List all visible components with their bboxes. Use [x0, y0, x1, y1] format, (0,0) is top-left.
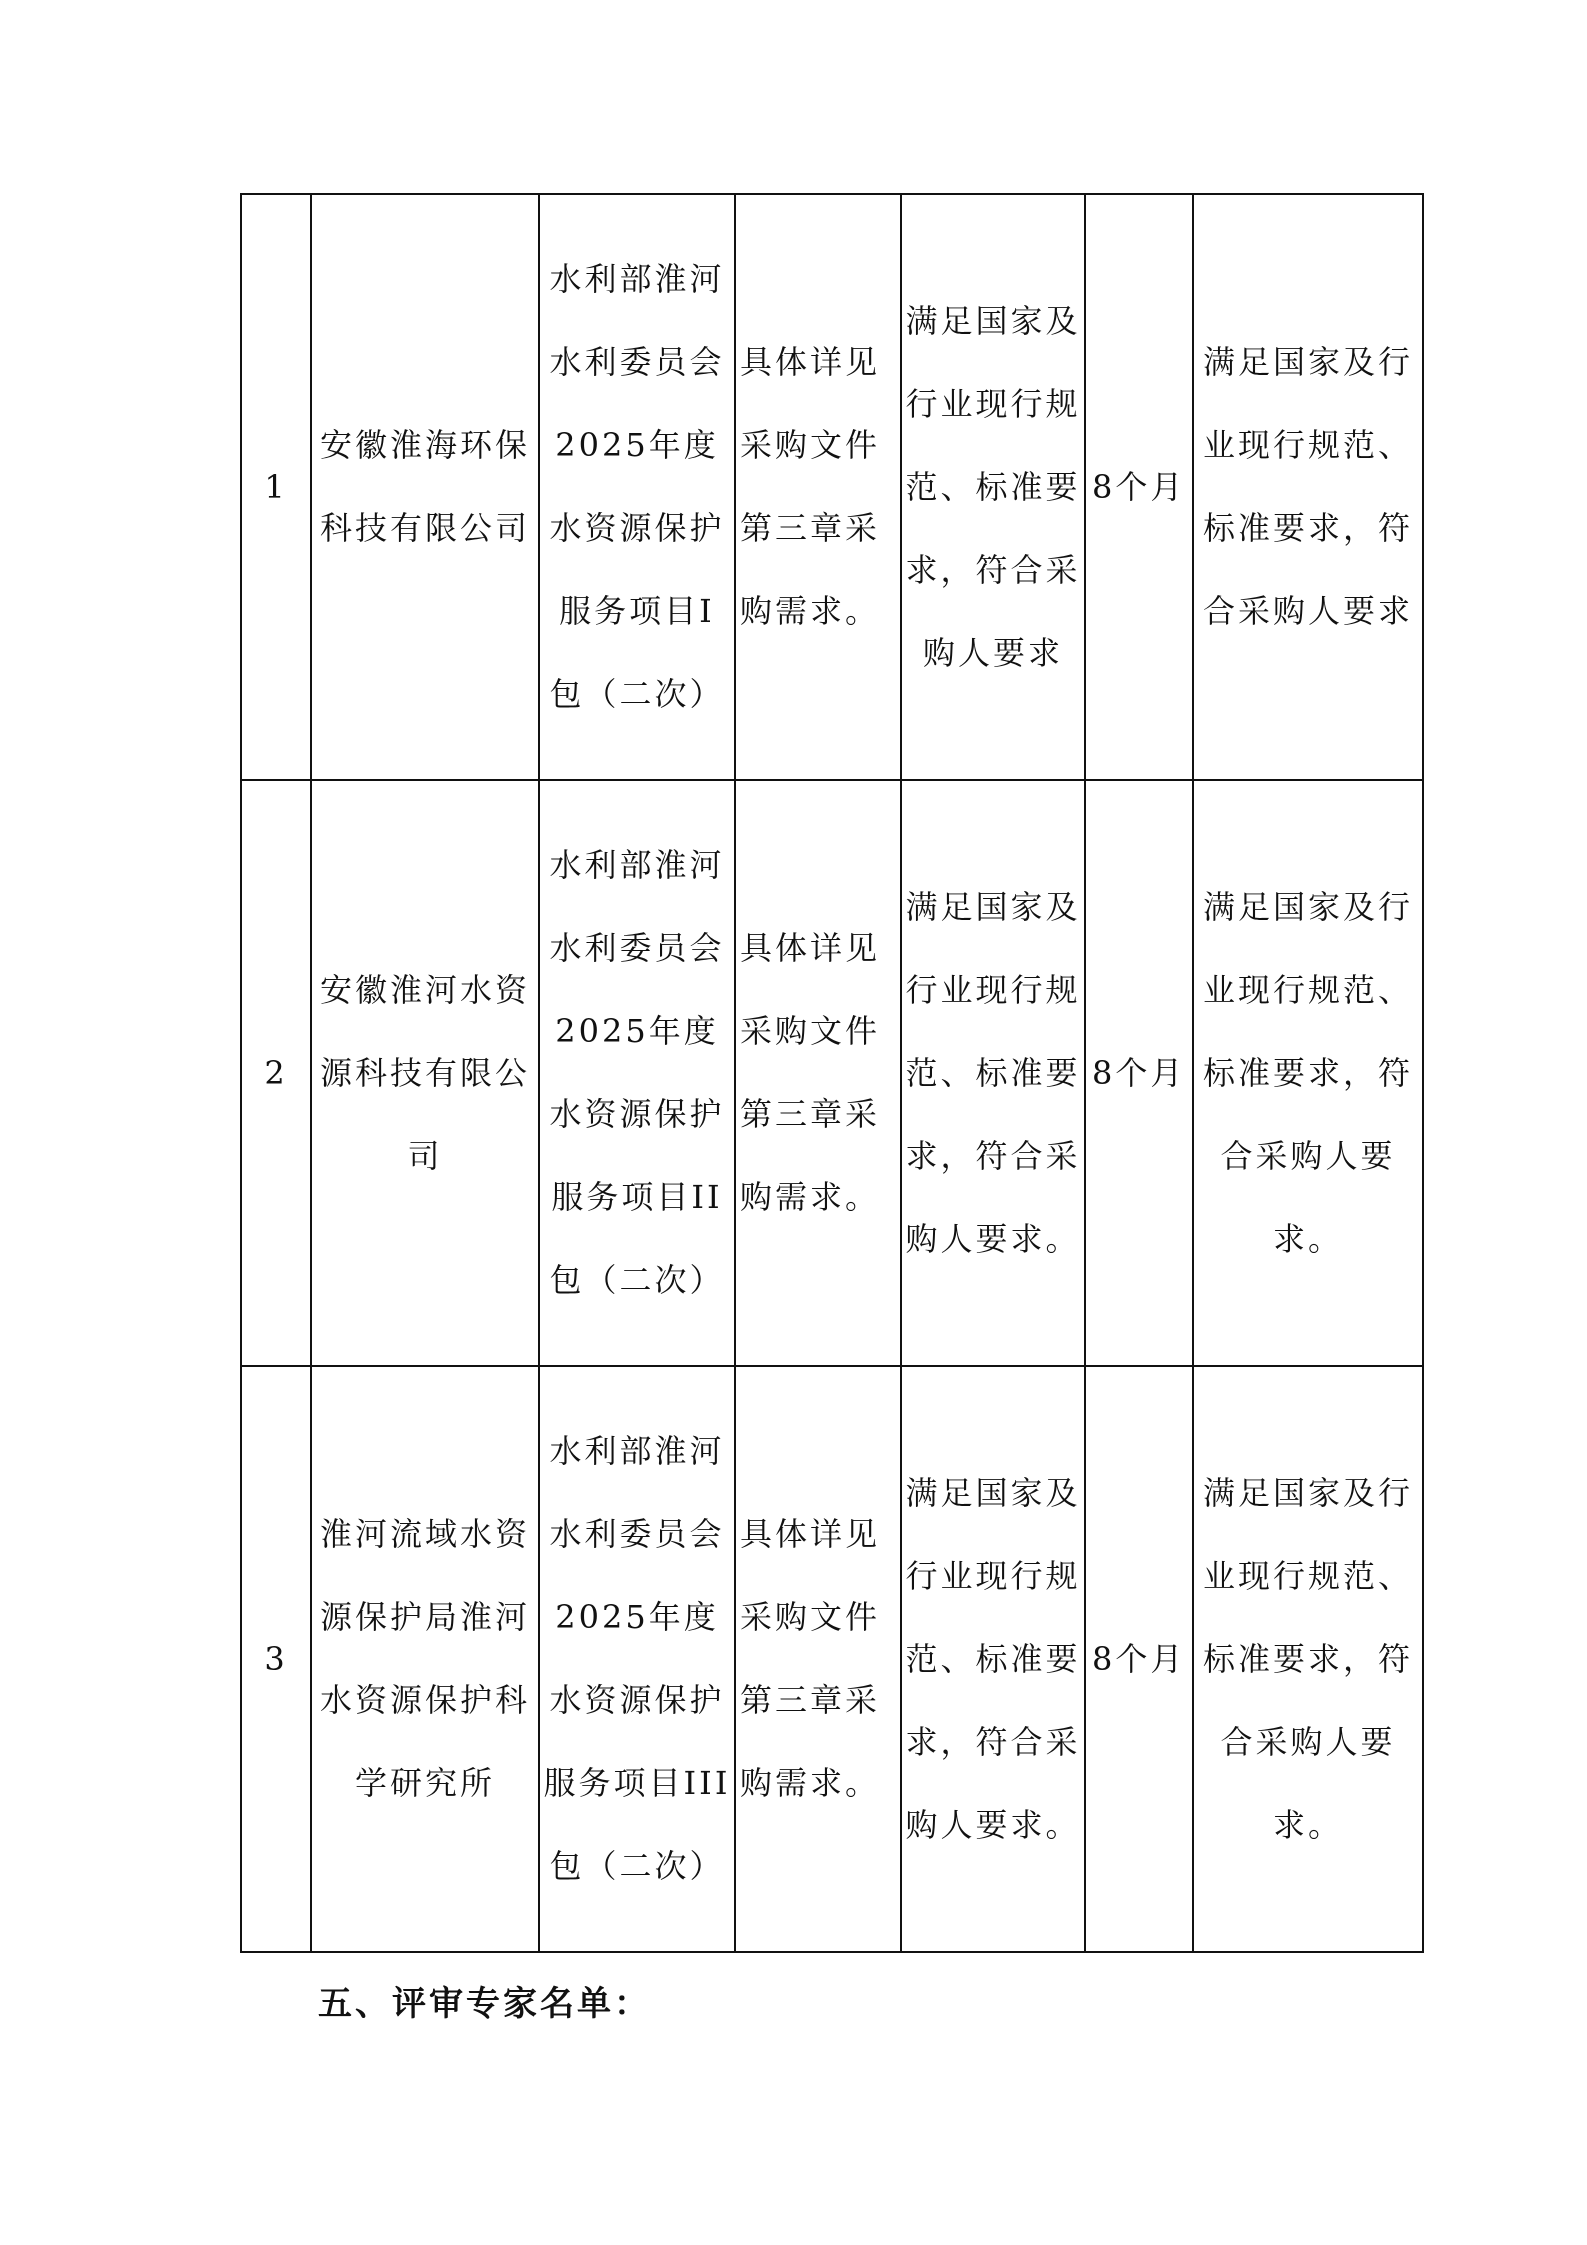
project-name-cell: 水利部淮河水利委员会2025年度水资源保护服务项目II包（二次） — [539, 780, 735, 1366]
row-index-cell: 1 — [241, 194, 311, 780]
service-period-cell: 8个月 — [1085, 780, 1193, 1366]
row-index-cell: 2 — [241, 780, 311, 1366]
project-name-cell: 水利部淮河水利委员会2025年度水资源保护服务项目III包（二次） — [539, 1366, 735, 1952]
service-scope-cell: 具体详见采购文件第三章采购需求。 — [735, 780, 901, 1366]
supplier-name-cell: 安徽淮河水资源科技有限公司 — [311, 780, 539, 1366]
project-name-cell: 水利部淮河水利委员会2025年度水资源保护服务项目I包（二次） — [539, 194, 735, 780]
service-standard-cell: 满足国家及行业现行规范、标准要求，符合采购人要求。 — [901, 780, 1085, 1366]
expert-list-heading: 五、评审专家名单： — [318, 1984, 651, 2024]
table-row — [241, 194, 1423, 780]
supplier-name-cell: 淮河流域水资源保护局淮河水资源保护科学研究所 — [311, 1366, 539, 1952]
service-standard-cell: 满足国家及行业现行规范、标准要求，符合采购人要求 — [901, 194, 1085, 780]
row-index-cell: 3 — [241, 1366, 311, 1952]
service-period-cell: 8个月 — [1085, 1366, 1193, 1952]
service-requirement-cell: 满足国家及行业现行规范、标准要求，符合采购人要求 — [1193, 194, 1423, 780]
supplier-name-cell: 安徽淮海环保科技有限公司 — [311, 194, 539, 780]
table-row — [241, 1366, 1423, 1952]
service-scope-cell: 具体详见采购文件第三章采购需求。 — [735, 1366, 901, 1952]
award-result-table — [240, 193, 1424, 1953]
service-requirement-cell: 满足国家及行业现行规范、标准要求，符合采购人要求。 — [1193, 780, 1423, 1366]
service-period-cell: 8个月 — [1085, 194, 1193, 780]
table-row — [241, 780, 1423, 1366]
service-standard-cell: 满足国家及行业现行规范、标准要求，符合采购人要求。 — [901, 1366, 1085, 1952]
service-requirement-cell: 满足国家及行业现行规范、标准要求，符合采购人要求。 — [1193, 1366, 1423, 1952]
service-scope-cell: 具体详见采购文件第三章采购需求。 — [735, 194, 901, 780]
